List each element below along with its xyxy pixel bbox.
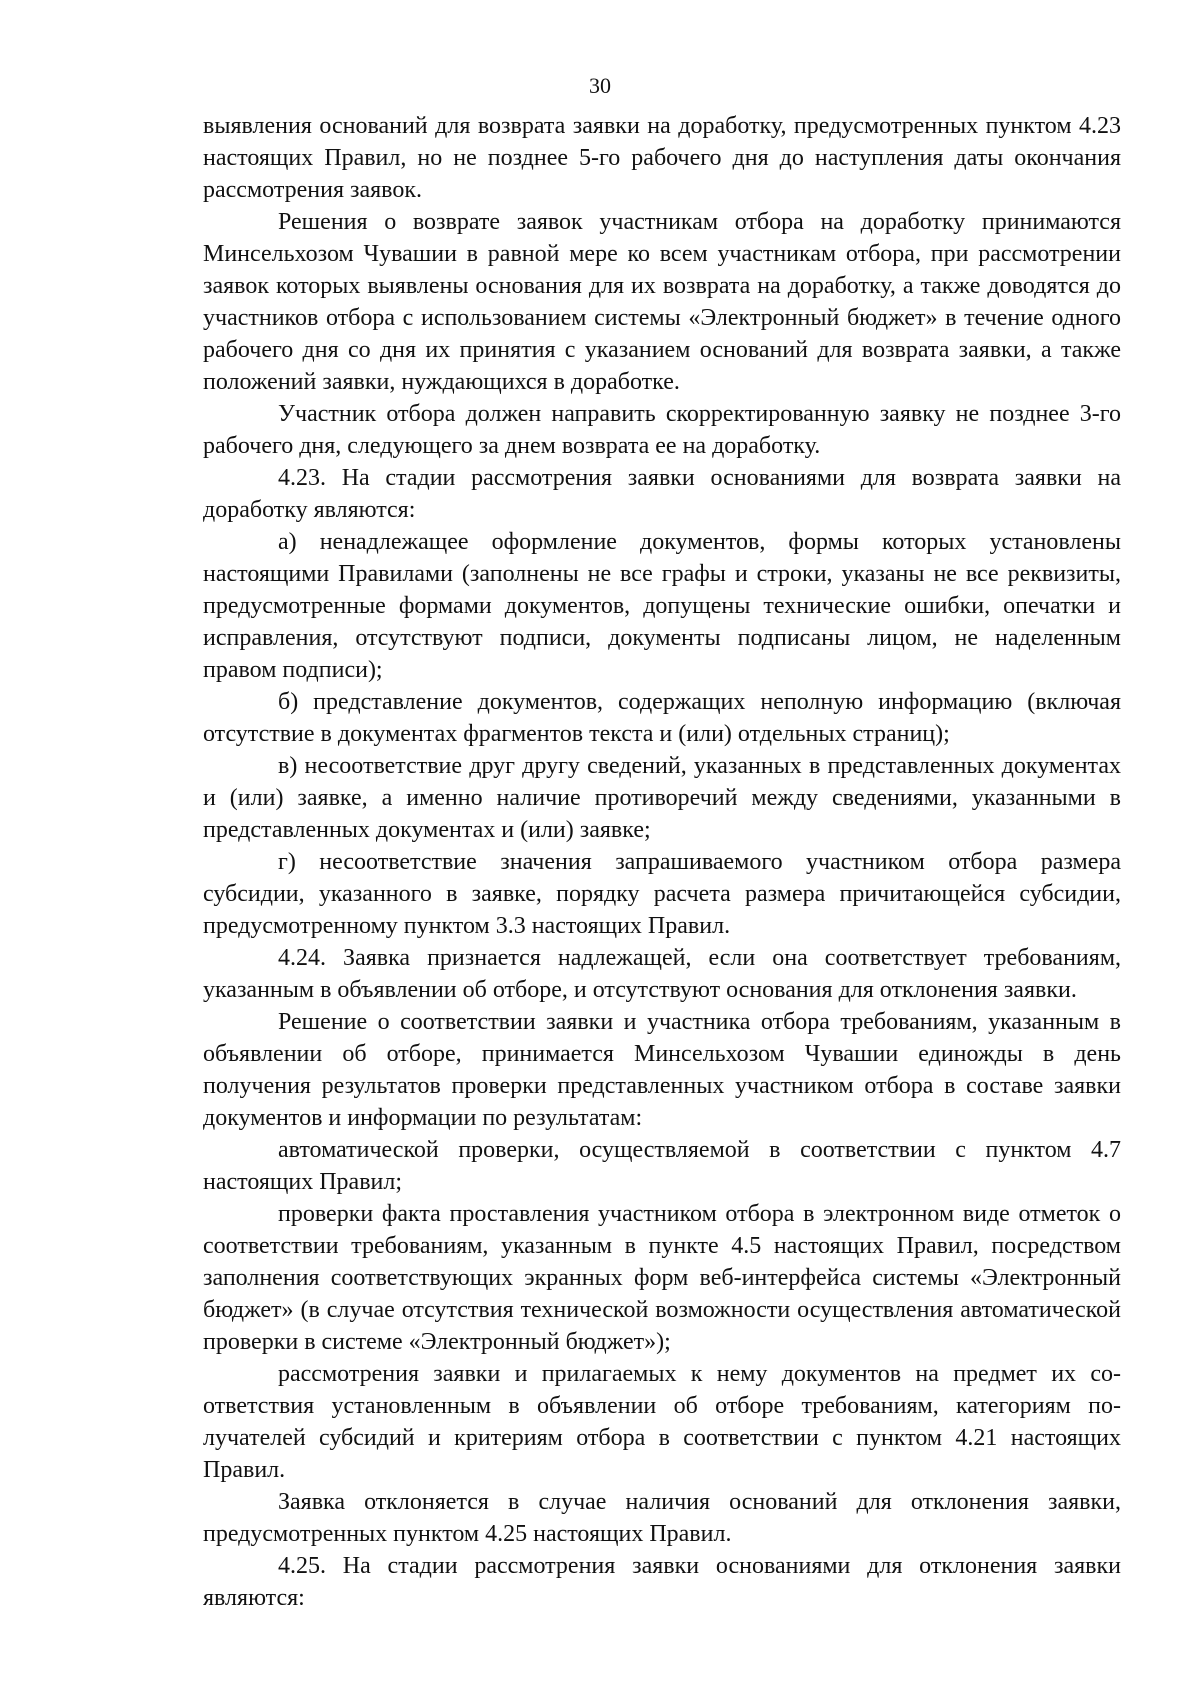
paragraph: 4.23. На стадии рассмотрения заявки основаниями для возврата заявки на доработку являются: [203, 465, 1121, 523]
paragraph: автоматической проверки, осуществляемой в соответствии с пунктом 4.7 настоящих Правил; [203, 1137, 1121, 1195]
paragraph: г) несоответствие значения запрашиваемого участником отбора размера субсидии, указанного в заявке, порядку расчета размера причитающейся субсидии, предусмотренному пунктом 3.3 настоящих Правил. [203, 849, 1121, 939]
paragraph: Заявка отклоняется в случае наличия оснований для отклонения заявки, предусмотренных пунктом 4.25 настоящих Правил. [203, 1489, 1121, 1547]
paragraph: в) несоответствие друг другу сведений, указанных в представленных документах и (или) заявке, а именно наличие противоречий между сведениями, указанными в представленных документах и (или) заявке; [203, 753, 1121, 843]
page-number: 30 [589, 73, 611, 98]
paragraph: Решения о возврате заявок участникам отбора на доработку принимаются Минсельхозом Чувашии в равной мере ко всем участникам отбора, при рассмотрении заявок которых выявлены основания для их возврата на доработку, а также доводятся до участников отбора с использованием системы «Электронный бюджет» в течение одного рабочего дня со дня их принятия с указанием оснований для возврата заявки, а также положений заявки, нуждающихся в доработке. [203, 209, 1121, 395]
paragraph: проверки факта проставления участником отбора в электронном виде отметок о соответствии требованиям, указанным в пункте 4.5 настоящих Правил, посредством заполнения соответствующих экранных форм веб-интерфейса системы «Электронный бюджет» (в случае отсутствия технической возможности осуществления автоматической проверки в системе «Электронный бюджет»); [203, 1201, 1121, 1355]
paragraph: а) ненадлежащее оформление документов, формы которых установлены настоящими Правилами (заполнены не все графы и строки, указаны не все реквизиты, предусмотренные формами документов, допущены технические ошибки, опечатки и исправления, отсутствуют подписи, документы подписаны лицом, не наделенным правом подписи); [203, 529, 1121, 683]
document-body [203, 110, 1121, 1614]
paragraph: Решение о соответствии заявки и участника отбора требованиям, указанным в объявлении об отборе, принимается Минсельхозом Чувашии единожды в день получения результатов проверки представленных участником отбора в составе заявки документов и информации по результатам: [203, 1009, 1121, 1131]
paragraph: выявления оснований для возврата заявки на доработку, предусмотренных пунктом 4.23 настоящих Правил, но не позднее 5-го рабочего дня до наступления даты окончания рассмотрения заявок. [203, 113, 1121, 203]
paragraph: 4.24. Заявка признается надлежащей, если она соответствует требованиям, указанным в объявлении об отборе, и отсутствуют основания для отклонения заявки. [203, 945, 1121, 1003]
paragraph: б) представление документов, содержащих неполную информацию (включая отсутствие в документах фрагментов текста и (или) отдельных страниц); [203, 689, 1121, 747]
paragraph: 4.25. На стадии рассмотрения заявки основаниями для отклонения заявки являются: [203, 1553, 1121, 1611]
paragraph: Участник отбора должен направить скорректированную заявку не позднее 3-го рабочего дня, следующего за днем возврата ее на доработку. [203, 401, 1121, 459]
paragraph: рассмотрения заявки и прилагаемых к нему документов на предмет их соответствия установленным в объявлении об отборе требованиям, категориям получателей субсидий и критериям отбора в соответствии с пунктом 4.21 настоящих Правил. [203, 1361, 1121, 1483]
